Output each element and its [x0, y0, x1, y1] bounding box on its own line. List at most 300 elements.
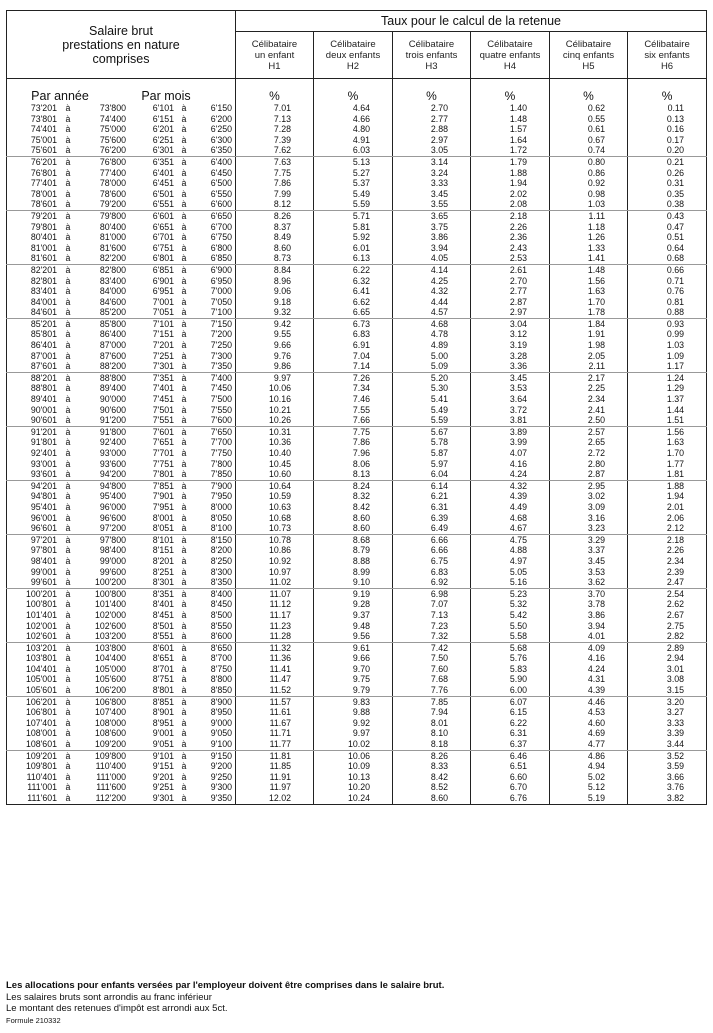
rate-cell-h2: 4.64 [314, 103, 393, 114]
note-rounding-salary: Les salaires bruts sont arrondis au franc inférieur [6, 991, 212, 1003]
month-from: 9'251 [152, 782, 174, 793]
salary-range-cell [7, 340, 236, 351]
year-from: 107'401 [25, 717, 57, 728]
range-separator: à [65, 674, 71, 685]
rate-cell-h5: 1.41 [550, 253, 628, 264]
year-from: 91'201 [30, 426, 57, 437]
rate-cell-h2: 9.10 [314, 577, 393, 588]
month-from: 8'551 [152, 631, 174, 642]
table-row [7, 199, 707, 210]
month-to: 8'550 [210, 620, 232, 631]
year-to: 103'200 [94, 631, 126, 642]
range-separator: à [65, 793, 71, 803]
rate-cell-h1: 11.47 [236, 674, 314, 685]
salary-range-cell [7, 523, 236, 534]
rate-cell-h4: 6.31 [471, 728, 550, 739]
month-from: 8'851 [152, 696, 174, 707]
range-separator: à [65, 210, 71, 221]
month-from: 6'901 [152, 275, 174, 286]
salary-range-cell [7, 253, 236, 264]
range-separator: à [65, 739, 71, 750]
month-from: 7'701 [152, 448, 174, 458]
rate-cell-h2: 9.66 [314, 653, 393, 664]
rate-cell-h2: 6.91 [314, 340, 393, 351]
month-to: 8'450 [210, 599, 232, 610]
table-row [7, 264, 707, 275]
rate-cell-h2: 8.42 [314, 502, 393, 513]
month-to: 7'700 [210, 437, 232, 448]
rate-cell-h6: 3.82 [628, 793, 707, 804]
year-from: 90'001 [30, 404, 57, 415]
period-headers [7, 79, 236, 104]
rate-cell-h5: 4.69 [550, 728, 628, 739]
range-separator: à [181, 599, 187, 610]
month-to: 8'050 [210, 512, 232, 523]
rate-cell-h4: 1.72 [471, 145, 550, 156]
table-row [7, 135, 707, 146]
rate-cell-h6: 0.76 [628, 286, 707, 297]
year-from: 85'201 [30, 318, 57, 329]
range-separator: à [181, 771, 187, 782]
rate-cell-h6: 0.17 [628, 135, 707, 146]
year-from: 73'201 [30, 103, 57, 113]
year-from: 109'801 [25, 761, 57, 772]
rate-cell-h6: 0.68 [628, 253, 707, 264]
salary-range-cell [7, 480, 236, 491]
month-from: 8'701 [152, 663, 174, 674]
rate-cell-h3: 4.68 [393, 318, 471, 329]
rate-cell-h4: 6.51 [471, 761, 550, 772]
year-from: 96'001 [30, 512, 57, 523]
month-to: 7'200 [210, 329, 232, 340]
month-to: 8'400 [210, 588, 232, 599]
table-row [7, 103, 707, 114]
range-separator: à [65, 103, 71, 113]
month-to: 7'400 [210, 372, 232, 383]
row-group [7, 318, 707, 372]
rate-cell-h3: 4.14 [393, 264, 471, 275]
range-separator: à [181, 545, 187, 556]
rate-cell-h3: 4.57 [393, 307, 471, 318]
year-from: 87'601 [30, 361, 57, 372]
rate-cell-h3: 3.05 [393, 145, 471, 156]
rate-cell-h6: 3.33 [628, 718, 707, 729]
year-from: 105'601 [25, 685, 57, 696]
rate-cell-h4: 5.50 [471, 621, 550, 632]
rate-cell-h1: 9.86 [236, 361, 314, 372]
table-row [7, 243, 707, 254]
table-row [7, 394, 707, 405]
year-to: 97'800 [99, 534, 126, 545]
table-row [7, 739, 707, 750]
month-from: 7'501 [152, 404, 174, 415]
year-from: 75'001 [30, 134, 57, 145]
range-separator: à [181, 372, 187, 383]
rate-cell-h2: 9.37 [314, 610, 393, 621]
range-separator: à [65, 372, 71, 383]
month-from: 6'451 [152, 178, 174, 189]
month-from: 6'651 [152, 221, 174, 232]
range-separator: à [181, 739, 187, 750]
range-separator: à [65, 599, 71, 610]
table-row [7, 534, 707, 545]
rate-cell-h2: 8.60 [314, 523, 393, 534]
rate-cell-h6: 2.67 [628, 610, 707, 621]
rate-cell-h1: 9.32 [236, 307, 314, 318]
rate-cell-h6: 1.09 [628, 351, 707, 362]
year-to: 97'200 [99, 523, 126, 534]
salary-range-cell [7, 361, 236, 372]
range-separator: à [181, 253, 187, 264]
rate-cell-h6: 0.64 [628, 243, 707, 254]
rate-cell-h3: 7.50 [393, 653, 471, 664]
rate-cell-h5: 1.11 [550, 210, 628, 221]
year-to: 100'200 [94, 577, 126, 588]
rate-cell-h3: 2.97 [393, 135, 471, 146]
month-from: 6'301 [152, 145, 174, 156]
month-from: 8'101 [152, 534, 174, 545]
rate-cell-h2: 10.09 [314, 761, 393, 772]
rate-cell-h4: 3.19 [471, 340, 550, 351]
rate-cell-h1: 8.12 [236, 199, 314, 210]
range-separator: à [65, 448, 71, 458]
rate-cell-h2: 6.73 [314, 318, 393, 329]
rate-cell-h1: 10.73 [236, 523, 314, 534]
category-header-h6 [628, 32, 707, 79]
month-to: 8'500 [210, 609, 232, 620]
row-group [7, 426, 707, 480]
rate-cell-h2: 10.20 [314, 782, 393, 793]
rate-cell-h2: 9.48 [314, 621, 393, 632]
salary-range-cell [7, 405, 236, 416]
month-to: 9'100 [210, 739, 232, 750]
rate-cell-h6: 3.59 [628, 761, 707, 772]
row-group [7, 534, 707, 588]
salary-range-cell [7, 135, 236, 146]
rate-cell-h6: 1.03 [628, 340, 707, 351]
salary-range-cell [7, 199, 236, 210]
year-from: 73'801 [30, 113, 57, 124]
rate-cell-h3: 4.25 [393, 276, 471, 287]
rate-cell-h6: 2.26 [628, 545, 707, 556]
rate-cell-h1: 11.91 [236, 772, 314, 783]
month-from: 7'101 [152, 318, 174, 329]
table-row [7, 674, 707, 685]
year-from: 84'001 [30, 296, 57, 307]
rate-cell-h6: 2.47 [628, 577, 707, 588]
rate-cell-h2: 7.75 [314, 426, 393, 437]
salary-header-text: Salaire brut prestations en nature comprises [62, 23, 180, 66]
year-to: 78'600 [99, 188, 126, 199]
rate-cell-h6: 2.89 [628, 642, 707, 653]
range-separator: à [181, 103, 187, 113]
range-separator: à [65, 264, 71, 275]
rate-cell-h4: 6.22 [471, 718, 550, 729]
year-to: 110'400 [95, 761, 126, 772]
year-from: 108'001 [25, 728, 57, 739]
month-to: 6'550 [210, 188, 232, 199]
range-separator: à [181, 674, 187, 685]
rate-cell-h4: 2.87 [471, 297, 550, 308]
range-separator: à [181, 512, 187, 523]
year-from: 96'601 [30, 523, 57, 534]
rate-cell-h5: 2.05 [550, 351, 628, 362]
range-separator: à [65, 383, 71, 394]
year-from: 99'001 [30, 566, 57, 577]
month-from: 8'001 [152, 512, 174, 523]
year-to: 94'200 [99, 469, 126, 480]
range-separator: à [65, 145, 71, 156]
rate-cell-h5: 1.26 [550, 232, 628, 243]
year-from: 76'801 [30, 167, 57, 178]
table-row [7, 286, 707, 297]
month-from: 6'501 [152, 188, 174, 199]
per-year-label: Par année [31, 89, 89, 103]
rate-cell-h5: 2.50 [550, 415, 628, 426]
year-from: 104'401 [25, 663, 57, 674]
salary-range-cell [7, 469, 236, 480]
rate-cell-h2: 9.97 [314, 728, 393, 739]
month-to: 7'600 [210, 415, 232, 426]
rate-cell-h1: 10.64 [236, 480, 314, 491]
salary-range-cell [7, 329, 236, 340]
month-to: 7'500 [210, 394, 232, 405]
month-from: 8'151 [152, 545, 174, 556]
rate-cell-h2: 10.13 [314, 772, 393, 783]
month-from: 6'701 [152, 232, 174, 243]
category-line2: un enfant [254, 49, 295, 61]
month-to: 6'950 [210, 275, 232, 286]
range-separator: à [65, 340, 71, 351]
month-from: 6'801 [152, 253, 174, 264]
rate-cell-h5: 4.94 [550, 761, 628, 772]
range-separator: à [181, 383, 187, 394]
rate-cell-h2: 9.61 [314, 642, 393, 653]
rate-cell-h5: 2.41 [550, 405, 628, 416]
rate-cell-h6: 2.62 [628, 599, 707, 610]
rate-cell-h1: 7.86 [236, 178, 314, 189]
year-from: 92'401 [30, 448, 57, 458]
rate-cell-h1: 10.59 [236, 491, 314, 502]
table-row [7, 361, 707, 372]
rate-cell-h1: 9.06 [236, 286, 314, 297]
rate-cell-h1: 11.28 [236, 631, 314, 642]
rate-cell-h1: 9.97 [236, 372, 314, 383]
salary-header [7, 11, 236, 79]
rate-cell-h3: 7.13 [393, 610, 471, 621]
rate-cell-h5: 1.03 [550, 199, 628, 210]
month-to: 7'900 [210, 480, 232, 491]
rate-cell-h6: 1.44 [628, 405, 707, 416]
month-from: 7'601 [152, 426, 174, 437]
rate-cell-h1: 8.37 [236, 222, 314, 233]
year-to: 80'400 [99, 221, 126, 232]
salary-range-cell [7, 610, 236, 621]
year-to: 100'800 [94, 588, 126, 599]
category-line2: six enfants [644, 49, 690, 61]
table-row [7, 307, 707, 318]
category-code: H5 [582, 60, 595, 72]
category-header-h1 [236, 32, 314, 79]
month-from: 9'001 [152, 728, 174, 739]
rate-cell-h2: 9.92 [314, 718, 393, 729]
form-number: Formule 210332 [6, 1015, 61, 1025]
month-from: 6'951 [152, 286, 174, 297]
range-separator: à [65, 275, 71, 286]
rate-cell-h5: 2.72 [550, 448, 628, 459]
year-to: 102'000 [94, 609, 126, 620]
table-row [7, 567, 707, 578]
rate-cell-h1: 10.60 [236, 469, 314, 480]
salary-range-cell [7, 178, 236, 189]
year-to: 85'800 [99, 318, 126, 329]
range-separator: à [65, 642, 71, 653]
table-row [7, 621, 707, 632]
year-from: 76'201 [30, 156, 57, 167]
rate-cell-h4: 3.72 [471, 405, 550, 416]
month-from: 8'351 [152, 588, 174, 599]
year-to: 108'000 [94, 717, 126, 728]
rate-cell-h5: 1.63 [550, 286, 628, 297]
salary-range-cell [7, 243, 236, 254]
category-header-h5 [550, 32, 628, 79]
year-from: 78'001 [30, 188, 57, 199]
salary-range-cell [7, 631, 236, 642]
rate-cell-h3: 5.87 [393, 448, 471, 459]
month-from: 9'301 [152, 793, 174, 803]
year-to: 83'400 [99, 275, 126, 286]
salary-range-cell [7, 588, 236, 599]
salary-range-cell [7, 437, 236, 448]
year-to: 99'600 [99, 566, 126, 577]
year-from: 101'401 [25, 609, 57, 620]
salary-range-cell [7, 728, 236, 739]
salary-range-cell [7, 513, 236, 524]
range-separator: à [65, 426, 71, 437]
rate-cell-h5: 1.78 [550, 307, 628, 318]
range-separator: à [65, 415, 71, 426]
rate-cell-h3: 7.07 [393, 599, 471, 610]
rate-cell-h6: 0.51 [628, 232, 707, 243]
rate-cell-h6: 1.29 [628, 383, 707, 394]
rate-cell-h4: 5.90 [471, 674, 550, 685]
note-rounding-tax: Le montant des retenues d'impôt est arrondi aux 5ct. [6, 1003, 228, 1014]
year-to: 105'000 [94, 663, 126, 674]
rate-cell-h3: 3.86 [393, 232, 471, 243]
range-separator: à [65, 469, 71, 480]
rate-cell-h2: 5.81 [314, 222, 393, 233]
rate-cell-h4: 4.32 [471, 480, 550, 491]
rate-cell-h2: 7.86 [314, 437, 393, 448]
rate-cell-h6: 0.35 [628, 189, 707, 200]
rate-cell-h3: 7.60 [393, 664, 471, 675]
range-separator: à [181, 286, 187, 297]
rate-cell-h6: 1.37 [628, 394, 707, 405]
month-to: 6'250 [210, 124, 232, 135]
rate-cell-h1: 11.02 [236, 577, 314, 588]
rate-cell-h6: 1.63 [628, 437, 707, 448]
row-group [7, 210, 707, 264]
salary-range-cell [7, 307, 236, 318]
rate-cell-h6: 2.94 [628, 653, 707, 664]
rate-cell-h2: 4.80 [314, 124, 393, 135]
table-row [7, 707, 707, 718]
salary-range-cell [7, 145, 236, 156]
rate-cell-h6: 0.21 [628, 156, 707, 167]
rate-cell-h2: 6.03 [314, 145, 393, 156]
rate-cell-h2: 9.28 [314, 599, 393, 610]
rate-cell-h1: 9.66 [236, 340, 314, 351]
month-to: 7'300 [210, 350, 232, 361]
rate-cell-h4: 1.40 [471, 103, 550, 114]
month-to: 9'350 [210, 793, 232, 803]
month-to: 6'700 [210, 221, 232, 232]
rate-cell-h1: 11.97 [236, 782, 314, 793]
table-row [7, 297, 707, 308]
month-from: 9'051 [152, 739, 174, 750]
rate-cell-h3: 6.92 [393, 577, 471, 588]
month-from: 8'601 [152, 642, 174, 653]
range-separator: à [181, 210, 187, 221]
month-to: 8'000 [210, 501, 232, 512]
rate-cell-h1: 11.41 [236, 664, 314, 675]
rate-cell-h5: 2.95 [550, 480, 628, 491]
rate-cell-h3: 7.42 [393, 642, 471, 653]
range-separator: à [181, 404, 187, 415]
table-row [7, 610, 707, 621]
month-from: 9'101 [152, 750, 174, 761]
range-separator: à [65, 394, 71, 405]
table-row [7, 222, 707, 233]
month-to: 8'100 [210, 523, 232, 534]
rate-cell-h2: 6.41 [314, 286, 393, 297]
range-separator: à [181, 134, 187, 145]
rate-cell-h3: 3.75 [393, 222, 471, 233]
range-separator: à [181, 199, 187, 210]
rate-cell-h6: 0.43 [628, 210, 707, 221]
rate-cell-h2: 7.96 [314, 448, 393, 459]
rate-cell-h6: 2.54 [628, 588, 707, 599]
rate-cell-h1: 7.39 [236, 135, 314, 146]
rate-cell-h2: 9.70 [314, 664, 393, 675]
range-separator: à [181, 307, 187, 318]
year-to: 82'800 [99, 264, 126, 275]
month-to: 7'800 [210, 458, 232, 469]
year-from: 100'201 [25, 588, 57, 599]
range-separator: à [65, 771, 71, 782]
rate-cell-h2: 10.24 [314, 793, 393, 804]
salary-range-cell [7, 782, 236, 793]
year-to: 74'400 [99, 113, 126, 124]
year-from: 86'401 [30, 340, 57, 351]
salary-range-cell [7, 168, 236, 179]
year-to: 99'000 [99, 555, 126, 566]
range-separator: à [65, 350, 71, 361]
rate-cell-h6: 0.26 [628, 168, 707, 179]
rate-cell-h4: 2.97 [471, 307, 550, 318]
rate-cell-h5: 2.11 [550, 361, 628, 372]
rate-cell-h3: 5.41 [393, 394, 471, 405]
rate-cell-h2: 7.55 [314, 405, 393, 416]
range-separator: à [65, 167, 71, 178]
table-row [7, 523, 707, 534]
month-from: 6'351 [152, 156, 174, 167]
range-separator: à [181, 588, 187, 599]
range-separator: à [181, 113, 187, 124]
rate-cell-h5: 1.70 [550, 297, 628, 308]
salary-range-cell [7, 772, 236, 783]
salary-range-cell [7, 459, 236, 470]
